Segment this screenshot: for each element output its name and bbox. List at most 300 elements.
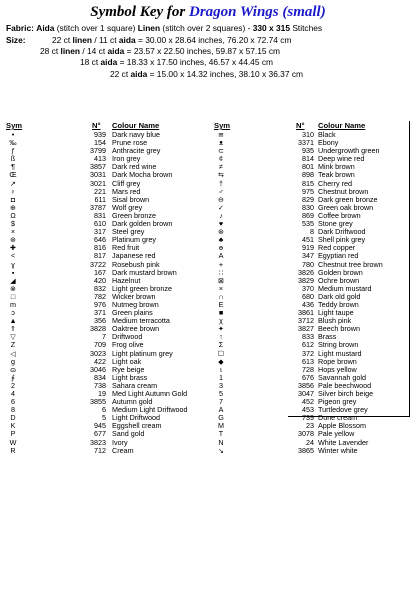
key-number: 728 xyxy=(302,364,314,374)
key-colour-name: Rye beige xyxy=(112,364,145,374)
key-number: 6 xyxy=(102,405,106,415)
key-number: 3787 xyxy=(90,202,106,212)
key-symbol: × xyxy=(218,283,224,293)
key-symbol: ¶ xyxy=(11,162,15,172)
key-symbol: W xyxy=(9,437,17,447)
key-number: 3078 xyxy=(298,429,314,439)
key-number: 317 xyxy=(94,227,106,237)
key-symbol: ⊛ xyxy=(217,227,225,237)
key-row xyxy=(6,406,206,414)
key-row xyxy=(6,325,206,333)
key-number: 610 xyxy=(94,219,106,229)
key-symbol: ɣ xyxy=(11,259,15,269)
key-symbol: ☐ xyxy=(217,348,225,358)
size-value: = 30.00 x 28.64 inches, 76.20 x 72.74 cm xyxy=(135,35,292,45)
size-fabric: linen xyxy=(72,35,93,45)
key-symbol: χ xyxy=(219,316,223,326)
title-prefix: Symbol Key for xyxy=(90,4,190,20)
key-symbol: ᴥ xyxy=(218,138,224,148)
key-number: 413 xyxy=(94,154,106,164)
key-number: 371 xyxy=(94,308,106,318)
key-number: 712 xyxy=(94,445,106,455)
key-colour-name: Iron grey xyxy=(112,154,141,164)
key-colour-name: Dark old gold xyxy=(318,291,361,301)
key-number: 613 xyxy=(302,356,314,366)
key-colour-name: Dark Driftwood xyxy=(318,227,366,237)
fabric-dash: - xyxy=(247,23,251,33)
size-row xyxy=(6,57,303,68)
key-number: 310 xyxy=(302,130,314,139)
key-row xyxy=(6,252,206,260)
key-row xyxy=(6,317,206,325)
key-symbol: A xyxy=(218,405,224,415)
key-colour-name: Dark red wine xyxy=(112,162,157,172)
key-colour-name: Medium Light Driftwood xyxy=(112,405,188,415)
size-row xyxy=(6,69,303,80)
key-symbol: † xyxy=(219,178,223,188)
left-key-column xyxy=(6,131,206,455)
key-symbol: ♂ xyxy=(218,186,224,196)
key-number: 3799 xyxy=(90,146,106,156)
key-symbol: T xyxy=(218,429,224,439)
key-colour-name: Savannah gold xyxy=(318,372,366,382)
key-row xyxy=(6,414,206,422)
key-colour-name: Pale yellow xyxy=(318,429,355,439)
key-colour-name: Mars red xyxy=(112,186,141,196)
key-row xyxy=(6,171,206,179)
key-number: 370 xyxy=(302,283,314,293)
key-symbol: ✦ xyxy=(217,324,225,334)
key-symbol: ⊛ xyxy=(9,235,17,245)
key-colour-name: Med Light Autumn Gold xyxy=(112,389,188,398)
key-colour-name: Eggshell cream xyxy=(112,421,162,431)
key-symbol: ⇑ xyxy=(9,324,17,334)
key-colour-name: Hazelnut xyxy=(112,275,141,285)
key-colour-name: Beech brown xyxy=(318,324,360,334)
key-symbol: G xyxy=(218,413,224,423)
key-symbol: A xyxy=(218,251,224,261)
key-number: 452 xyxy=(302,397,314,407)
key-symbol: ¢ xyxy=(219,154,223,164)
key-number: 3828 xyxy=(90,324,106,334)
key-number: 3371 xyxy=(298,138,314,148)
key-number: 834 xyxy=(94,372,106,382)
key-colour-name: Silver birch beige xyxy=(318,389,374,398)
key-symbol: ⊗ xyxy=(9,283,17,293)
key-colour-name: Stone grey xyxy=(318,219,353,229)
key-row xyxy=(6,341,206,349)
key-symbol: ß xyxy=(10,154,16,164)
key-colour-name: Sisal brown xyxy=(112,194,150,204)
key-symbol: ɔ xyxy=(11,308,15,318)
key-symbol: Z xyxy=(10,340,16,350)
key-symbol: ▪ xyxy=(11,267,15,277)
key-number: 356 xyxy=(94,316,106,326)
key-number: 709 xyxy=(94,340,106,350)
key-row xyxy=(6,147,206,155)
key-number: 436 xyxy=(302,299,314,309)
key-number: 935 xyxy=(302,146,314,156)
key-colour-name: Dark golden brown xyxy=(112,219,173,229)
key-symbol: ⊂ xyxy=(217,146,225,156)
key-colour-name: Light green bronze xyxy=(112,283,172,293)
key-colour-name: Pigeon grey xyxy=(318,397,357,407)
key-colour-name: Golden brown xyxy=(318,267,363,277)
key-number: 817 xyxy=(94,251,106,261)
key-number: 3722 xyxy=(90,259,106,269)
key-number: 815 xyxy=(302,178,314,188)
key-number: 945 xyxy=(94,421,106,431)
key-number: 451 xyxy=(302,235,314,245)
size-value: = 15.00 x 14.32 inches, 38.10 x 36.37 cm xyxy=(147,68,303,79)
size-value: = 18.33 x 17.50 inches, 46.57 x 44.45 cm xyxy=(117,57,273,68)
col-header-name: Colour Name xyxy=(112,121,160,130)
key-symbol: E xyxy=(218,299,224,309)
key-colour-name: Light taupe xyxy=(318,308,354,318)
key-number: 24 xyxy=(306,437,314,447)
key-symbol: < xyxy=(10,251,16,261)
key-number: 420 xyxy=(94,275,106,285)
key-number: 3856 xyxy=(298,380,314,390)
key-number: 535 xyxy=(302,219,314,229)
key-number: 7 xyxy=(102,332,106,342)
key-symbol: ◘ xyxy=(10,194,16,204)
key-number: 677 xyxy=(94,429,106,439)
key-number: 3857 xyxy=(90,162,106,172)
key-colour-name: Dune cream xyxy=(318,413,358,423)
key-colour-name: Frog olive xyxy=(112,340,144,350)
size-sep: / 11 ct xyxy=(92,35,119,45)
key-colour-name: Pale beechwood xyxy=(318,380,372,390)
key-number: 3829 xyxy=(298,275,314,285)
key-colour-name: Turtledove grey xyxy=(318,405,368,415)
size-sep: / 14 ct xyxy=(80,46,108,57)
key-row xyxy=(6,366,206,374)
key-symbol: ✚ xyxy=(9,243,17,253)
key-symbol: • xyxy=(11,130,15,139)
key-symbol: $ xyxy=(11,219,15,229)
key-colour-name: Light oak xyxy=(112,356,142,366)
fabric-linen: Linen xyxy=(137,23,161,33)
key-row xyxy=(6,301,206,309)
key-symbol: ɷ xyxy=(10,364,16,374)
key-colour-name: Coffee brown xyxy=(318,210,361,220)
key-colour-name: Medium mustard xyxy=(318,283,372,293)
key-number: 975 xyxy=(302,186,314,196)
key-symbol: ✓ xyxy=(217,202,225,212)
key-colour-name: Nutmeg brown xyxy=(112,299,159,309)
key-colour-name: Cream xyxy=(112,445,134,455)
key-symbol: ♥ xyxy=(218,219,224,229)
col-header-num: N° xyxy=(92,121,101,130)
key-number: 919 xyxy=(302,243,314,253)
key-symbol: m xyxy=(10,299,16,309)
stitch-word: Stitches xyxy=(292,23,323,33)
key-colour-name: Rope brown xyxy=(318,356,357,366)
key-number: 816 xyxy=(94,243,106,253)
key-colour-name: Rosebush pink xyxy=(112,259,160,269)
key-number: 3023 xyxy=(90,348,106,358)
key-colour-name: Dark navy blue xyxy=(112,130,160,139)
key-row xyxy=(6,228,206,236)
key-number: 611 xyxy=(94,194,106,204)
key-row xyxy=(6,309,206,317)
key-colour-name: Dark green bronze xyxy=(318,194,378,204)
key-colour-name: Red copper xyxy=(318,243,356,253)
key-symbol: ɩ xyxy=(220,364,222,374)
size-ct: 22 ct xyxy=(52,35,71,45)
key-colour-name: Platinum grey xyxy=(112,235,156,245)
key-symbol: 1 xyxy=(219,372,223,382)
size-block xyxy=(6,35,303,80)
key-colour-name: Teddy brown xyxy=(318,299,359,309)
key-colour-name: Chestnut brown xyxy=(318,186,369,196)
key-symbol: N xyxy=(218,437,224,447)
key-colour-name: Hops yellow xyxy=(318,364,357,374)
key-row xyxy=(6,439,206,447)
key-colour-name: Light brass xyxy=(112,372,148,382)
key-symbol: ◆ xyxy=(218,356,224,366)
size-sep: 22 ct xyxy=(110,68,131,79)
key-symbol: ⊕ xyxy=(9,202,17,212)
key-colour-name: Wolf grey xyxy=(112,202,143,212)
key-symbol: Σ xyxy=(218,340,224,350)
key-number: 739 xyxy=(302,413,314,423)
key-colour-name: Oaktree brown xyxy=(112,324,160,334)
fabric-label: Fabric: xyxy=(6,23,34,33)
size-fabric2: aida xyxy=(107,46,125,57)
key-number: 167 xyxy=(94,267,106,277)
key-colour-name: Anthracite grey xyxy=(112,146,161,156)
key-colour-name: Chestnut tree brown xyxy=(318,259,383,269)
col-header-num: N° xyxy=(296,121,305,130)
fabric-aida: Aida xyxy=(36,23,55,33)
key-colour-name: Sahara cream xyxy=(112,380,158,390)
key-number: 738 xyxy=(94,380,106,390)
key-colour-name: Medium terracotta xyxy=(112,316,170,326)
key-number: 8 xyxy=(310,227,314,237)
page-title xyxy=(0,4,416,21)
key-number: 3827 xyxy=(298,324,314,334)
key-number: 154 xyxy=(94,138,106,148)
key-row xyxy=(6,422,206,430)
key-symbol: g xyxy=(11,356,15,366)
key-symbol: ◢ xyxy=(10,275,16,285)
key-symbol: M xyxy=(218,421,224,431)
key-symbol: ▽ xyxy=(10,332,16,342)
key-row xyxy=(6,220,206,228)
key-number: 680 xyxy=(302,291,314,301)
key-colour-name: Cherry red xyxy=(318,178,352,188)
key-colour-name: Apple Blossom xyxy=(318,421,366,431)
key-number: 3861 xyxy=(298,308,314,318)
key-symbol: ↘ xyxy=(217,445,225,455)
key-number: 646 xyxy=(94,235,106,245)
size-row xyxy=(6,35,303,46)
key-row xyxy=(6,285,206,293)
key-number: 833 xyxy=(302,332,314,342)
key-number: 829 xyxy=(302,194,314,204)
key-colour-name: Ebony xyxy=(318,138,339,148)
key-symbol: ♣ xyxy=(218,235,224,245)
key-colour-name: Undergrowth green xyxy=(318,146,380,156)
key-colour-name: Dark Mocha brown xyxy=(112,170,173,180)
key-symbol: ƒ xyxy=(11,146,15,156)
key-symbol: 5 xyxy=(219,389,223,398)
key-symbol: ↗ xyxy=(9,178,17,188)
col-header-name: Colour Name xyxy=(318,121,366,130)
key-symbol: □ xyxy=(10,291,16,301)
key-row xyxy=(6,390,206,398)
key-colour-name: Japanese red xyxy=(112,251,156,261)
key-number: 3047 xyxy=(298,389,314,398)
size-fabric: linen xyxy=(60,46,81,57)
key-number: 3826 xyxy=(298,267,314,277)
key-number: 422 xyxy=(94,356,106,366)
fabric-line xyxy=(6,23,322,33)
key-number: 372 xyxy=(302,348,314,358)
key-symbol: ∩ xyxy=(218,291,224,301)
key-symbol: 7 xyxy=(219,397,223,407)
key-symbol: ≅ xyxy=(217,130,225,139)
key-symbol: 3 xyxy=(219,380,223,390)
key-symbol: ∷ xyxy=(218,267,224,277)
key-colour-name: Cliff grey xyxy=(112,178,141,188)
key-colour-name: Black xyxy=(318,130,336,139)
size-row xyxy=(6,46,303,57)
key-number: 3712 xyxy=(298,316,314,326)
key-row xyxy=(6,333,206,341)
key-symbol: ∮ xyxy=(11,372,15,382)
key-colour-name: Autumn gold xyxy=(112,397,153,407)
key-symbol: ■ xyxy=(218,308,224,318)
key-number: 3823 xyxy=(90,437,106,447)
key-number: 23 xyxy=(306,421,314,431)
key-symbol: Ω xyxy=(10,210,16,220)
size-ct: 28 ct xyxy=(40,46,59,57)
key-number: 832 xyxy=(94,283,106,293)
key-colour-name: Blush pink xyxy=(318,316,352,326)
key-row xyxy=(6,196,206,204)
key-row xyxy=(6,277,206,285)
key-symbol: 8 xyxy=(11,405,15,415)
key-symbol: ⊖ xyxy=(217,194,225,204)
key-symbol: × xyxy=(10,227,16,237)
key-symbol: P xyxy=(10,429,16,439)
key-colour-name: Shell pink grey xyxy=(318,235,366,245)
key-colour-name: Sand gold xyxy=(112,429,145,439)
key-number: 939 xyxy=(94,130,106,139)
key-colour-name: Brass xyxy=(318,332,337,342)
key-symbol: ♪ xyxy=(219,210,223,220)
right-key-column xyxy=(214,131,410,455)
key-row xyxy=(6,212,206,220)
key-symbol: K xyxy=(10,421,16,431)
key-number: 898 xyxy=(302,170,314,180)
key-number: 976 xyxy=(94,299,106,309)
fabric-linen-note: (stitch over 2 squares) xyxy=(162,23,246,33)
fabric-aida-note: (stitch over 1 square) xyxy=(56,23,136,33)
size-value: = 23.57 x 22.50 inches, 59.87 x 57.15 cm xyxy=(124,46,281,57)
key-symbol: 6 xyxy=(11,397,15,407)
key-row xyxy=(214,447,410,455)
key-row xyxy=(6,293,206,301)
key-symbol: ⇆ xyxy=(217,170,225,180)
size-fabric2: aida xyxy=(130,68,148,79)
key-number: 3046 xyxy=(90,364,106,374)
key-number: 3031 xyxy=(90,170,106,180)
key-colour-name: Light platinum grey xyxy=(112,348,173,358)
key-row xyxy=(6,350,206,358)
key-colour-name: Green plains xyxy=(112,308,153,318)
key-colour-name: Deep wine red xyxy=(318,154,365,164)
key-symbol: ‰ xyxy=(9,138,17,148)
key-colour-name: String brown xyxy=(318,340,359,350)
key-symbol: Œ xyxy=(9,170,17,180)
key-colour-name: Light mustard xyxy=(318,348,362,358)
key-symbol: 4 xyxy=(11,389,15,398)
key-symbol: ≠ xyxy=(219,162,223,172)
key-symbol: ⊠ xyxy=(217,275,225,285)
key-row xyxy=(6,374,206,382)
key-colour-name: Winter white xyxy=(318,445,358,455)
key-symbol: ▲ xyxy=(9,316,17,326)
size-sep: 18 ct xyxy=(80,57,101,68)
key-colour-name: Red fruit xyxy=(112,243,140,253)
key-symbol: ♀ xyxy=(10,186,16,196)
key-row xyxy=(6,188,206,196)
key-number: 780 xyxy=(302,259,314,269)
key-row xyxy=(6,430,206,438)
size-label: Size: xyxy=(6,35,26,45)
col-header-sym: Sym xyxy=(6,121,23,130)
key-colour-name: Teak brown xyxy=(318,170,355,180)
key-number: 831 xyxy=(94,210,106,220)
stitch-count: 330 x 315 xyxy=(252,23,290,33)
key-symbol: ↑ xyxy=(219,332,223,342)
key-symbol: ɵ xyxy=(219,243,223,253)
key-row xyxy=(6,204,206,212)
size-fabric2: aida xyxy=(118,35,136,45)
key-number: 3855 xyxy=(90,397,106,407)
key-colour-name: White Lavender xyxy=(318,437,369,447)
key-colour-name: Egyptian red xyxy=(318,251,359,261)
key-symbol: ◁ xyxy=(10,348,16,358)
key-colour-name: Light Driftwood xyxy=(112,413,160,423)
key-row xyxy=(6,236,206,244)
key-row xyxy=(6,163,206,171)
key-colour-name: Green bronze xyxy=(112,210,156,220)
key-row xyxy=(6,131,206,139)
key-number: 869 xyxy=(302,210,314,220)
key-row xyxy=(6,139,206,147)
key-colour-name: Ochre brown xyxy=(318,275,360,285)
key-number: 3865 xyxy=(298,445,314,455)
key-row xyxy=(6,358,206,366)
key-colour-name: Wicker brown xyxy=(112,291,156,301)
key-number: 676 xyxy=(302,372,314,382)
key-row xyxy=(6,447,206,455)
key-colour-name: Prune rose xyxy=(112,138,148,148)
key-colour-name: Mink brown xyxy=(318,162,355,172)
key-colour-name: Driftwood xyxy=(112,332,143,342)
key-row xyxy=(6,155,206,163)
key-symbol: 2 xyxy=(11,380,15,390)
key-colour-name: Ivory xyxy=(112,437,128,447)
key-number: 3021 xyxy=(90,178,106,188)
key-number: 347 xyxy=(302,251,314,261)
size-fabric2: aida xyxy=(100,57,118,68)
